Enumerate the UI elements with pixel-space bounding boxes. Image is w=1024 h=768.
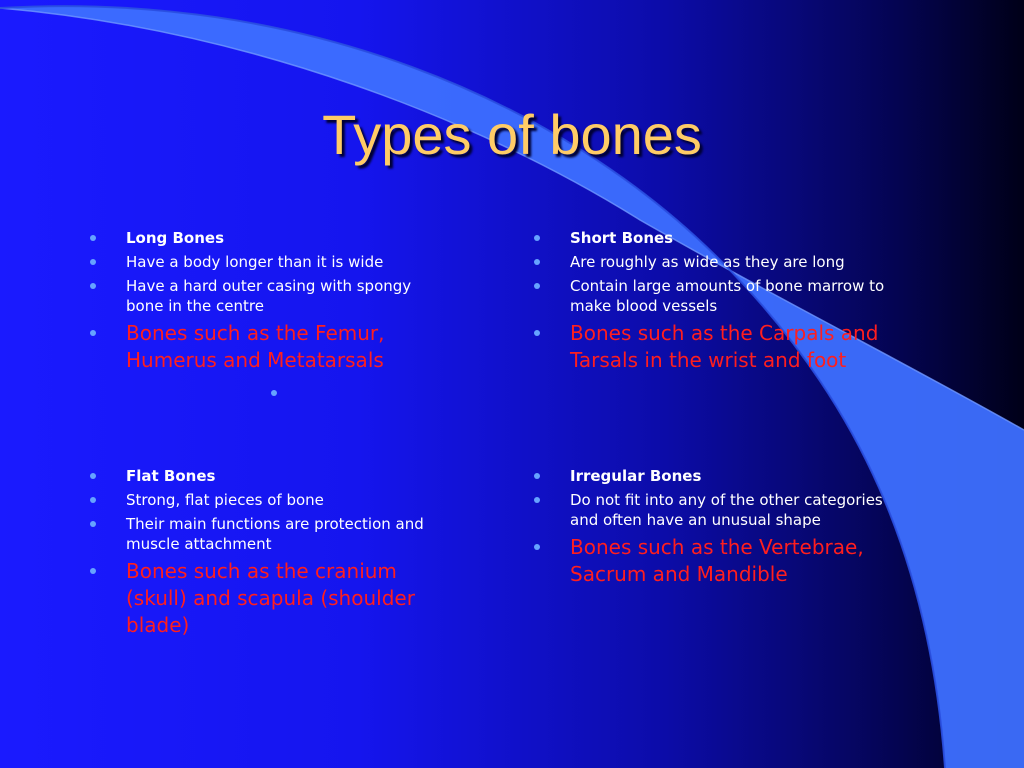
example-item: Bones such as the Vertebrae, Sacrum and Mandible xyxy=(534,534,894,588)
list-item: Contain large amounts of bone marrow to make blood vessels xyxy=(534,276,894,316)
section-short-bones xyxy=(534,228,894,374)
example-item: Bones such as the cranium (skull) and scapula (shoulder blade) xyxy=(90,558,450,639)
section-irregular-bones xyxy=(534,466,894,588)
bullet-icon xyxy=(534,259,540,265)
slide-title: Types of bones xyxy=(322,103,702,166)
bullet-icon xyxy=(90,235,96,241)
bullet-icon xyxy=(271,390,277,396)
bullet-icon xyxy=(534,544,540,550)
bullet-icon xyxy=(534,330,540,336)
example-item: Bones such as the Carpals and Tarsals in the wrist and foot xyxy=(534,320,894,374)
bullet-icon xyxy=(90,259,96,265)
section-heading: Flat Bones xyxy=(90,466,450,486)
bullet-icon xyxy=(90,473,96,479)
example-item: Bones such as the Femur, Humerus and Metatarsals xyxy=(90,320,450,374)
list-item: Have a body longer than it is wide xyxy=(90,252,450,272)
bullet-icon xyxy=(534,283,540,289)
bullet-icon xyxy=(534,497,540,503)
section-heading: Long Bones xyxy=(90,228,450,248)
section-flat-bones xyxy=(90,466,450,639)
bullet-icon xyxy=(90,283,96,289)
bullet-icon xyxy=(534,473,540,479)
section-long-bones xyxy=(90,228,450,374)
bullet-icon xyxy=(90,568,96,574)
list-item: Do not fit into any of the other categories and often have an unusual shape xyxy=(534,490,894,530)
bullet-icon xyxy=(90,521,96,527)
bullet-icon xyxy=(90,497,96,503)
section-heading: Short Bones xyxy=(534,228,894,248)
bullet-icon xyxy=(90,330,96,336)
section-heading: Irregular Bones xyxy=(534,466,894,486)
list-item: Strong, flat pieces of bone xyxy=(90,490,450,510)
list-item: Have a hard outer casing with spongy bone in the centre xyxy=(90,276,450,316)
bullet-icon xyxy=(534,235,540,241)
list-item: Are roughly as wide as they are long xyxy=(534,252,894,272)
list-item: Their main functions are protection and muscle attachment xyxy=(90,514,450,554)
